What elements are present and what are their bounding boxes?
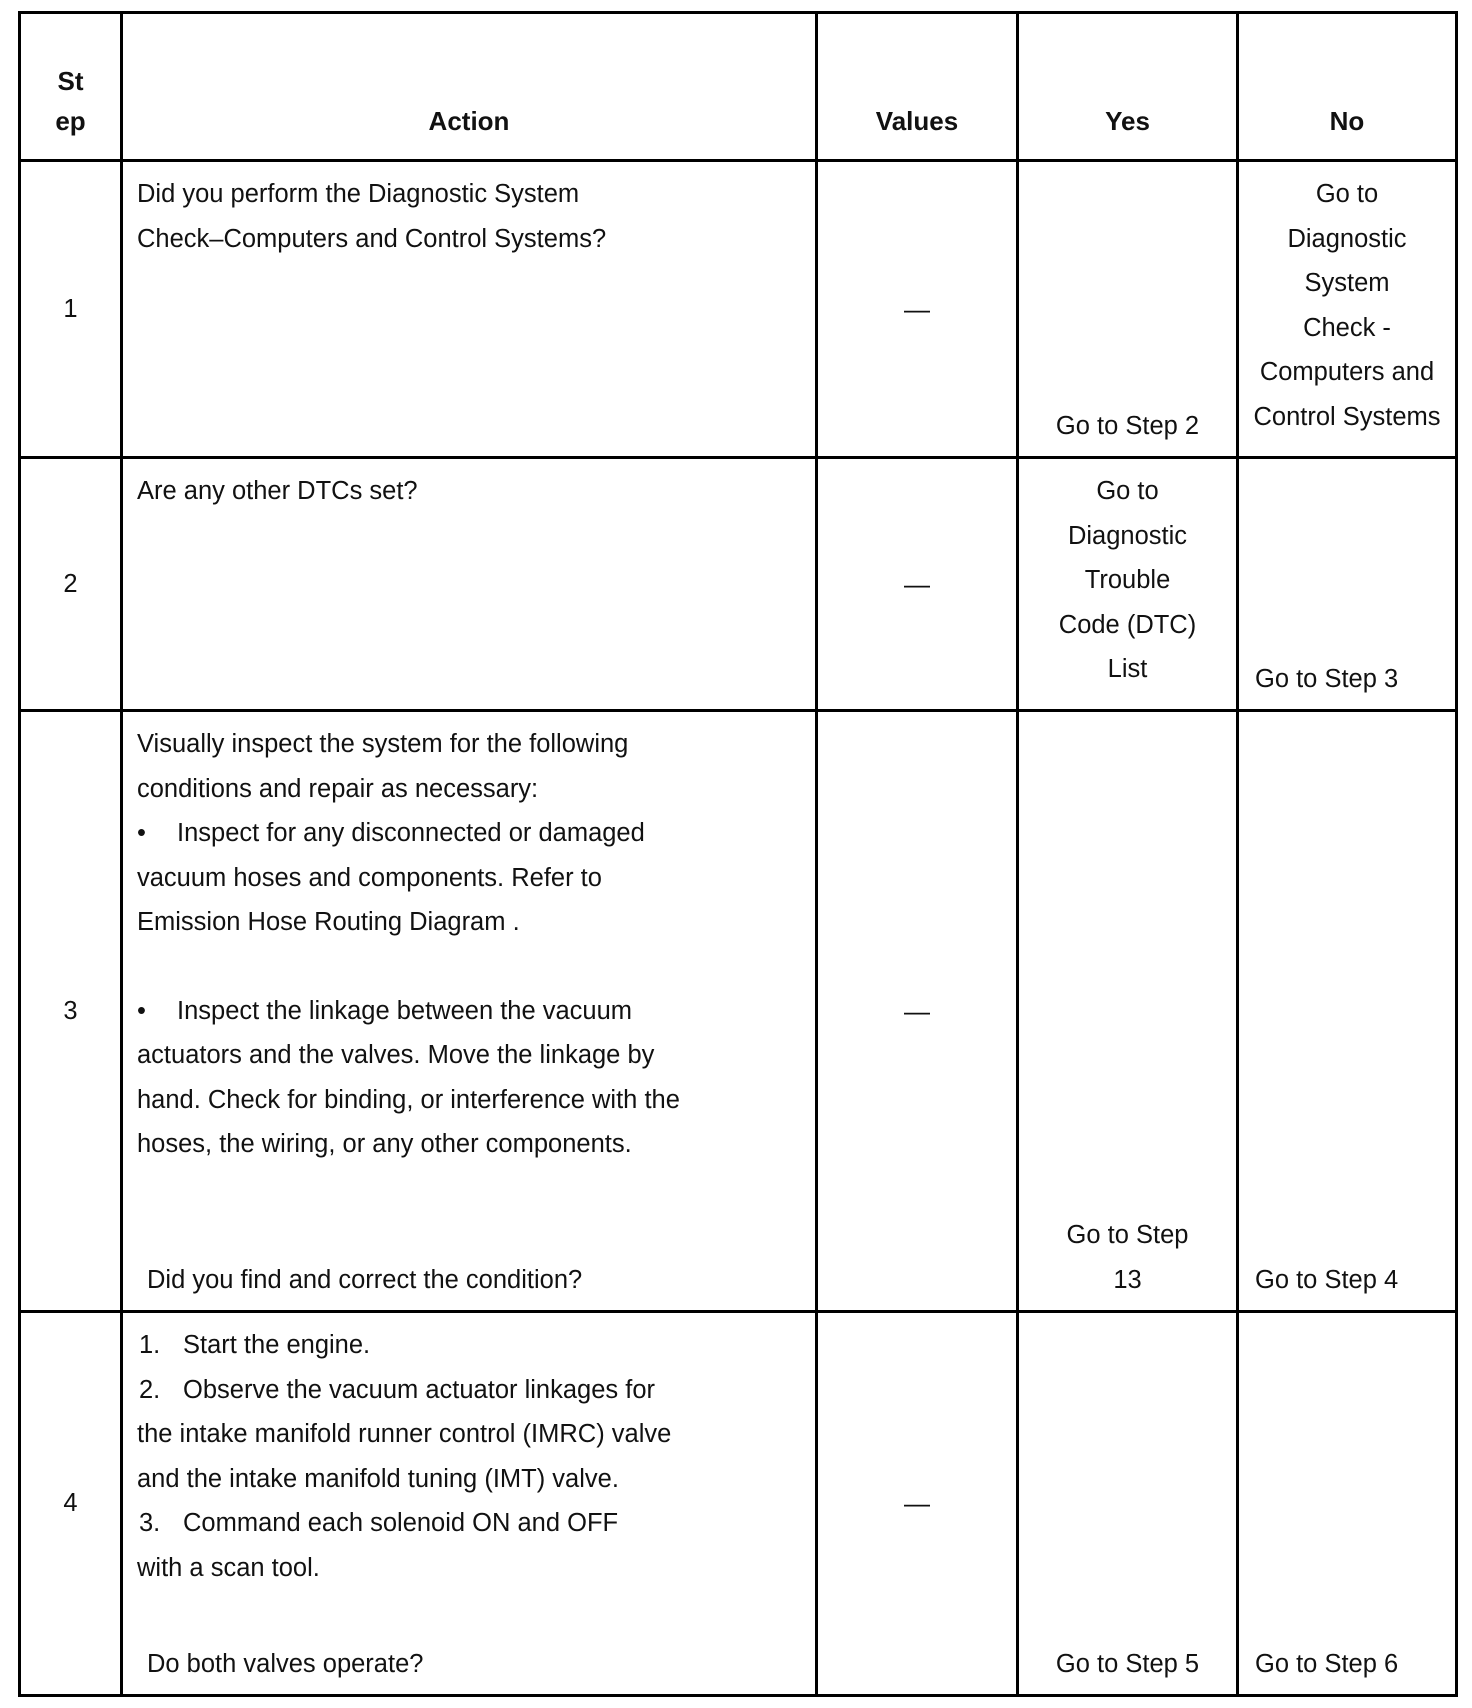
action-line: Did you perform the Diagnostic System (137, 180, 580, 208)
action-cell (122, 1312, 817, 1696)
values-cell: — (817, 1312, 1018, 1696)
numbered-step: 2. Observe the vacuum actuator linkages for (139, 1375, 655, 1404)
yes-cell[interactable] (1018, 161, 1238, 458)
no-cell[interactable] (1238, 1312, 1457, 1696)
yes-line[interactable]: Go to (1096, 477, 1159, 505)
action-line: vacuum hoses and components. Refer to (137, 863, 602, 892)
action-cell (122, 711, 817, 1312)
no-link[interactable]: Go to Step 6 (1255, 1649, 1399, 1678)
yes-link[interactable]: Go to Step 2 (1055, 411, 1200, 440)
no-link[interactable]: Go to Step 4 (1255, 1265, 1399, 1294)
action-question: Did you find and correct the condition? (147, 1265, 583, 1294)
action-line: Are any other DTCs set? (137, 477, 418, 505)
action-line: with a scan tool. (137, 1553, 320, 1582)
action-line: Check–Computers and Control Systems? (137, 224, 607, 253)
yes-line[interactable]: 13 (1113, 1265, 1142, 1294)
header-no: No (1238, 13, 1457, 161)
no-cell[interactable] (1238, 458, 1457, 711)
diagnostic-steps-table (18, 11, 1458, 1697)
no-link[interactable]: Go to Step 3 (1255, 664, 1399, 693)
no-cell[interactable] (1238, 711, 1457, 1312)
header-row (20, 13, 1457, 161)
no-line[interactable]: Control Systems (1253, 402, 1441, 431)
bullet-item: • Inspect the linkage between the vacuum (137, 989, 801, 1034)
action-line: conditions and repair as necessary: (137, 774, 539, 803)
action-line: actuators and the valves. Move the linkage by (137, 1041, 655, 1069)
yes-link[interactable]: Go to Step 5 (1055, 1649, 1200, 1678)
no-line[interactable]: Computers and (1259, 358, 1435, 386)
table-row (20, 711, 1457, 1312)
action-line[interactable]: Emission Hose Routing Diagram . (137, 908, 520, 936)
header-values: Values (817, 13, 1018, 161)
bullet-glyph: • (137, 819, 146, 847)
action-question: Do both valves operate? (147, 1649, 424, 1678)
yes-line[interactable]: Trouble (1084, 566, 1171, 594)
yes-line[interactable]: Code (DTC) (1058, 610, 1197, 639)
table-row (20, 161, 1457, 458)
step-number: 2 (20, 458, 122, 711)
troubleshooting-table-wrapper (18, 11, 1455, 1701)
header-action: Action (122, 13, 817, 161)
numbered-step: 1. Start the engine. (139, 1331, 371, 1359)
step-number: 4 (20, 1312, 122, 1696)
yes-line[interactable]: Go to Step (1066, 1221, 1189, 1249)
action-line: hoses, the wiring, or any other components. (137, 1130, 632, 1158)
no-line[interactable]: Diagnostic (1287, 224, 1407, 253)
yes-cell[interactable] (1018, 711, 1238, 1312)
step-number: 1 (20, 161, 122, 458)
action-line: the intake manifold runner control (IMRC) valve (137, 1420, 672, 1448)
yes-line[interactable]: List (1107, 655, 1148, 683)
bullet-glyph: • (137, 996, 146, 1025)
action-line: and the intake manifold tuning (IMT) valve. (137, 1464, 619, 1493)
no-cell[interactable] (1238, 161, 1457, 458)
values-cell: — (817, 161, 1018, 458)
no-line[interactable]: System (1304, 269, 1390, 297)
no-line[interactable]: Go to (1315, 180, 1379, 208)
header-yes: Yes (1018, 13, 1238, 161)
numbered-step: 3. Command each solenoid ON and OFF (139, 1509, 619, 1537)
yes-line[interactable]: Diagnostic (1067, 521, 1188, 550)
header-step: St ep (20, 13, 122, 161)
bullet-item: • Inspect for any disconnected or damaged (137, 811, 801, 856)
action-line: Visually inspect the system for the following (137, 730, 629, 758)
action-cell (122, 458, 817, 711)
values-cell: — (817, 711, 1018, 1312)
yes-cell[interactable] (1018, 458, 1238, 711)
action-line: hand. Check for binding, or interference with the (137, 1085, 680, 1114)
yes-cell[interactable] (1018, 1312, 1238, 1696)
table-row (20, 1312, 1457, 1696)
action-cell (122, 161, 817, 458)
table-row (20, 458, 1457, 711)
step-number: 3 (20, 711, 122, 1312)
no-line[interactable]: Check - (1303, 313, 1391, 342)
values-cell: — (817, 458, 1018, 711)
